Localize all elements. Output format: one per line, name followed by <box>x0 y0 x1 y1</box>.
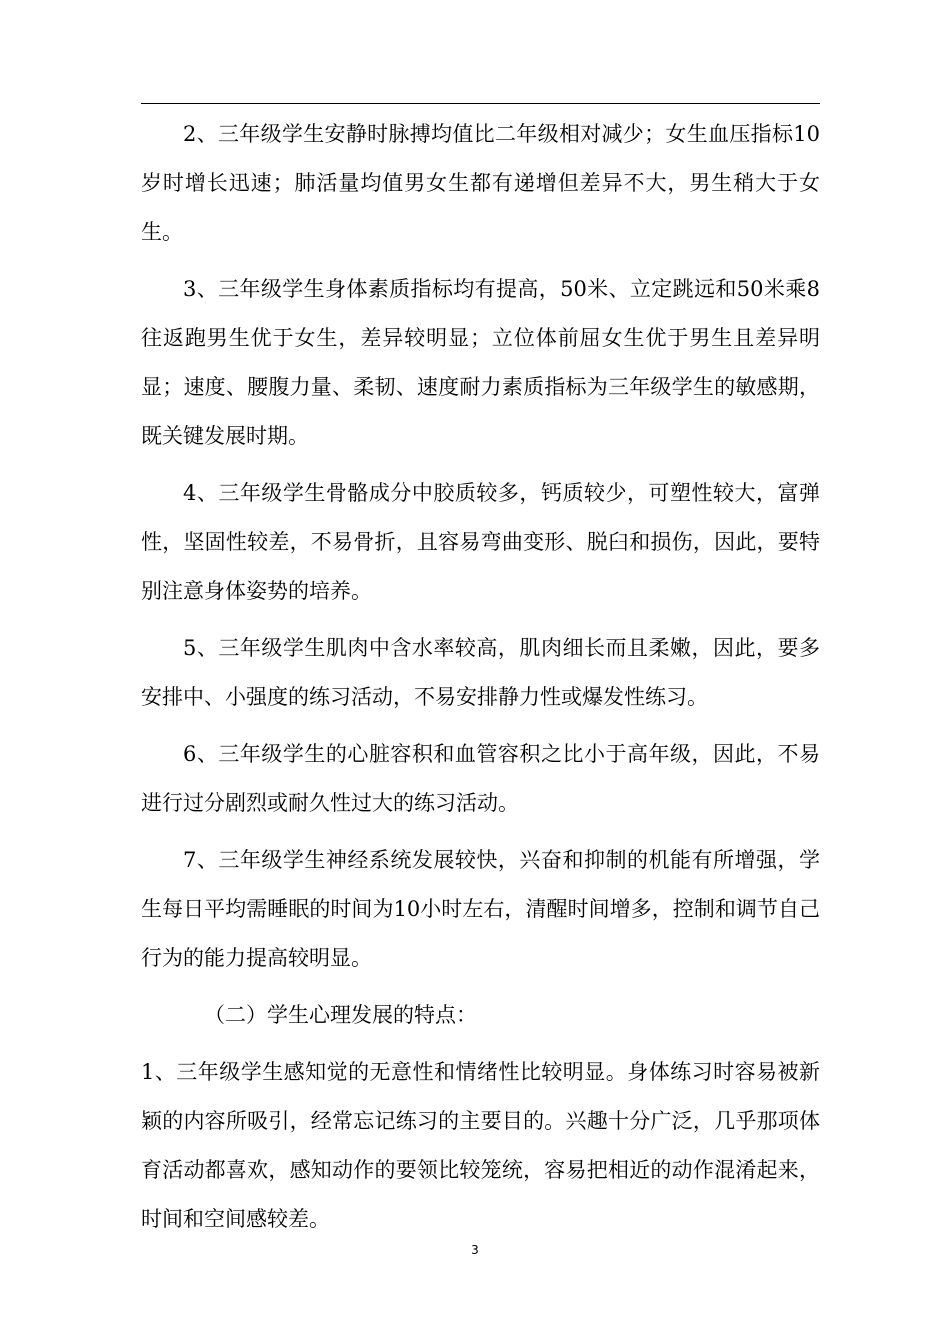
paragraph-physical-7: 7、三年级学生神经系统发展较快，兴奋和抑制的机能有所增强，学生每日平均需睡眠的时间为10小时左右，清醒时间增多，控制和调节自己行为的能力提高较明显。 <box>141 848 820 970</box>
paragraph-psychological-1: 1、三年级学生感知觉的无意性和情绪性比较明显。身体练习时容易被新颖的内容所吸引，经常忘记练习的主要目的。兴趣十分广泛，几乎那项体育活动都喜欢，感知动作的要领比较笼统，容易把相近的动作混淆起来，时间和空间感较差。 <box>141 1060 820 1231</box>
document-body <box>141 110 820 1244</box>
paragraph-physical-5: 5、三年级学生肌肉中含水率较高，肌肉细长而且柔嫩，因此，要多安排中、小强度的练习活动，不易安排静力性或爆发性练习。 <box>141 636 820 709</box>
paragraph-physical-4: 4、三年级学生骨骼成分中胶质较多，钙质较少，可塑性较大，富弹性，坚固性较差，不易骨折，且容易弯曲变形、脱臼和损伤，因此，要特别注意身体姿势的培养。 <box>141 481 820 603</box>
paragraph-physical-3: 3、三年级学生身体素质指标均有提高，50米、立定跳远和50米乘8往返跑男生优于女生，差异较明显；立位体前屈女生优于男生且差异明显；速度、腰腹力量、柔韧、速度耐力素质指标为三年级学生的敏感期，既关键发展时期。 <box>141 277 820 448</box>
paragraph-physical-6: 6、三年级学生的心脏容积和血管容积之比小于高年级，因此，不易进行过分剧烈或耐久性过大的练习活动。 <box>141 742 820 815</box>
page-number: 3 <box>471 1243 479 1257</box>
paragraph-physical-2: 2、三年级学生安静时脉搏均值比二年级相对减少；女生血压指标10岁时增长迅速；肺活量均值男女生都有递增但差异不大，男生稍大于女生。 <box>141 122 820 244</box>
header-rule <box>141 103 820 104</box>
section-heading-psychological: （二）学生心理发展的特点： <box>204 1003 477 1027</box>
